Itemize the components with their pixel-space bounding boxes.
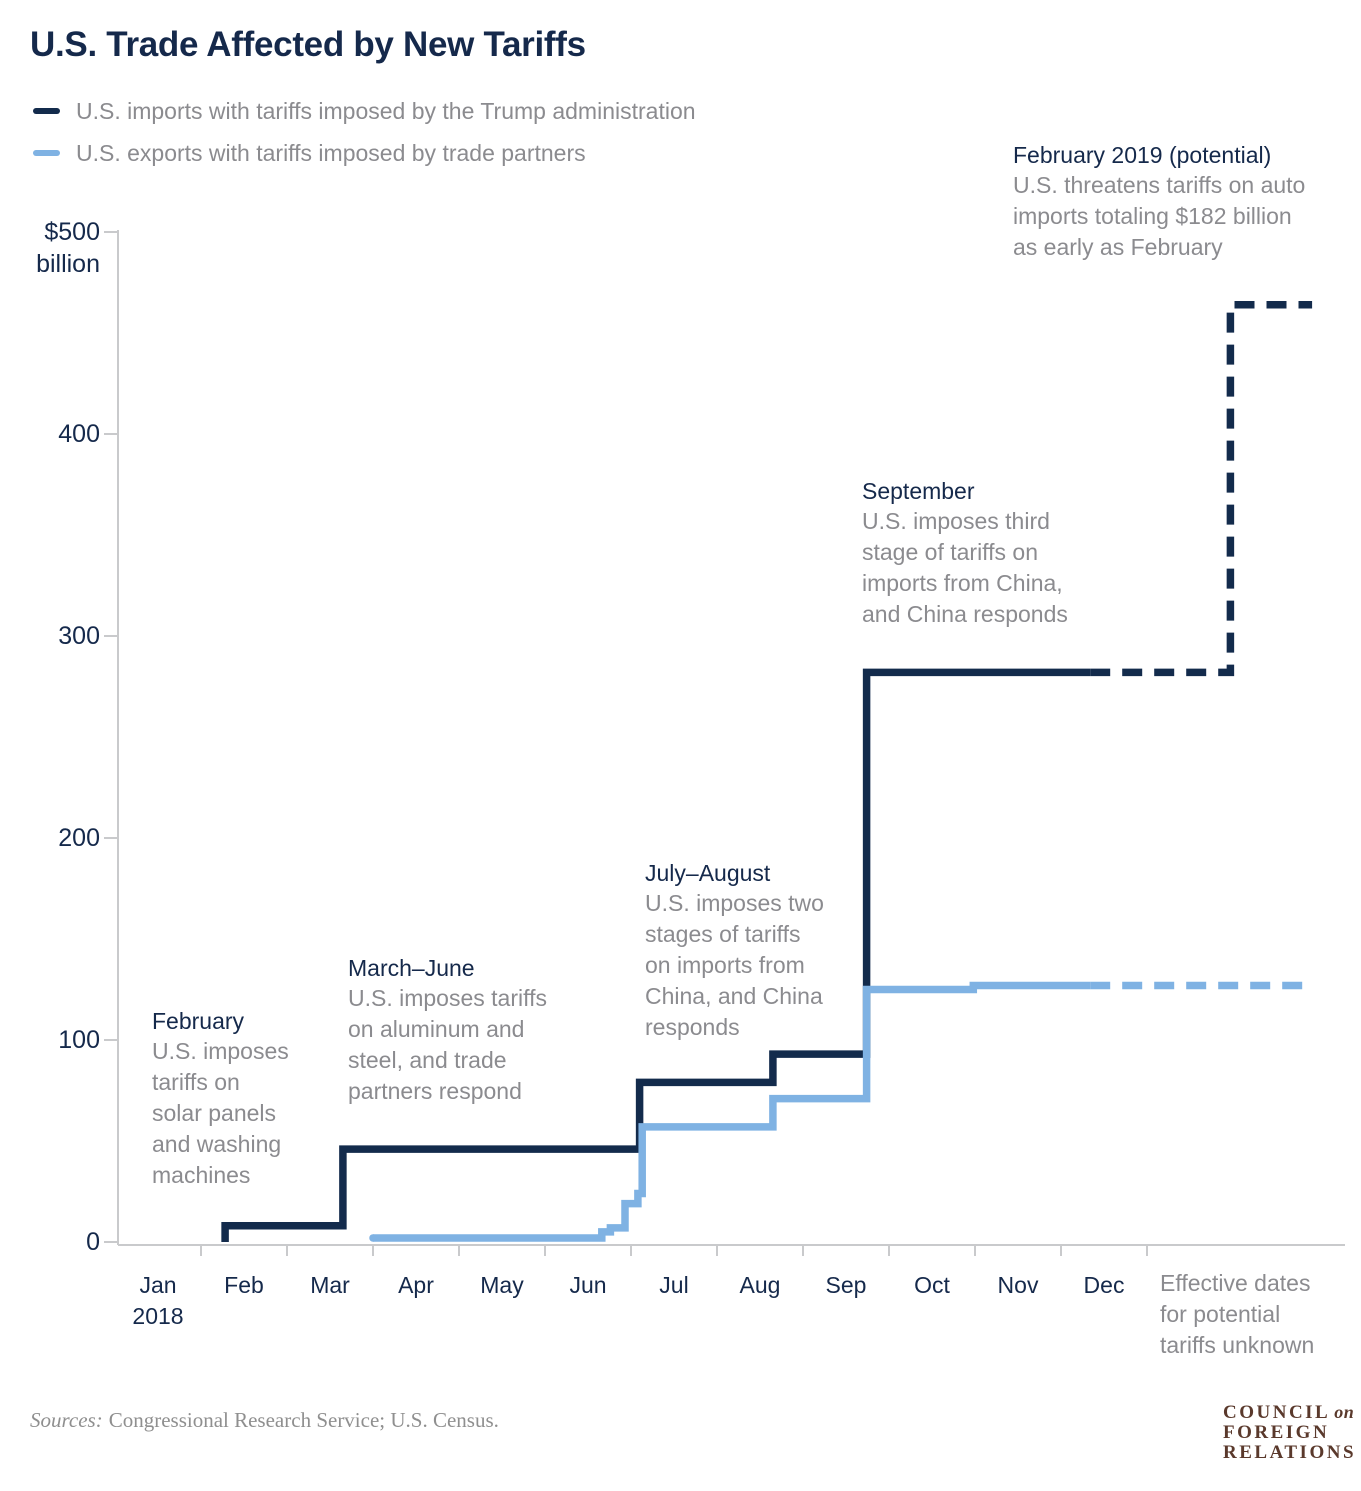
imports-line-swatch-icon <box>33 108 60 114</box>
text-line: responds <box>645 1014 740 1040</box>
page-title: U.S. Trade Affected by New Tariffs <box>30 25 586 64</box>
text-line: on imports from <box>645 952 805 978</box>
annotation-title: July–August <box>645 860 771 886</box>
text-line: U.S. imposes tariffs <box>348 985 547 1011</box>
y-axis-label-300: 300 <box>58 622 100 650</box>
x-axis-label-oct: Oct <box>914 1272 950 1298</box>
x-axis-label-jun: Jun <box>569 1272 607 1298</box>
y-axis-label-100: 100 <box>58 1026 100 1054</box>
sources-note <box>30 1408 499 1433</box>
text-line: and China responds <box>862 601 1068 627</box>
annotation-title: February <box>152 1008 245 1034</box>
exports-line-swatch-icon <box>33 150 60 156</box>
text-line: as early as February <box>1013 234 1223 260</box>
text-line: imports from China, <box>862 570 1063 596</box>
text-line: and washing <box>152 1131 282 1157</box>
y-axis-label-400: 400 <box>58 420 100 448</box>
x-axis-label-dec: Dec <box>1083 1272 1125 1298</box>
x-axis-label-apr: Apr <box>398 1272 434 1298</box>
x-axis-label-feb: Feb <box>224 1272 264 1298</box>
sources-prefix: Sources: <box>30 1408 103 1432</box>
logo-line-2: FOREIGN <box>1223 1422 1330 1443</box>
annotation-body <box>1013 170 1305 263</box>
legend-label: U.S. imports with tariffs imposed by the Trump administration <box>76 97 696 124</box>
imports-line-dashed <box>1090 305 1312 673</box>
annotation-february <box>152 1006 289 1191</box>
annotation-body <box>862 506 1068 630</box>
x-axis-label-nov: Nov <box>997 1272 1039 1298</box>
y-axis-label-500: $500 billion <box>18 216 100 280</box>
annotation-september <box>862 476 1068 630</box>
annotation-february-2019 <box>1013 140 1305 263</box>
text-line: China, and China <box>645 983 823 1009</box>
legend <box>33 90 696 174</box>
x-axis-label-mar: Mar <box>310 1272 350 1298</box>
text-line: U.S. imposes <box>152 1038 289 1064</box>
x-axis-year-label: 2018 <box>132 1303 184 1329</box>
text-line: stage of tariffs on <box>862 539 1039 565</box>
y-axis-unit-label: billion <box>36 250 100 278</box>
text-line: tariffs on <box>152 1069 240 1095</box>
x-axis-end-note <box>1160 1268 1314 1361</box>
annotation-body <box>152 1036 289 1191</box>
annotation-title: March–June <box>348 955 475 981</box>
text-line: Effective dates <box>1160 1270 1311 1296</box>
text-line: U.S. imposes two <box>645 890 824 916</box>
logo-line-3: RELATIONS <box>1223 1442 1357 1463</box>
exports-line-start-cap <box>369 1234 377 1242</box>
x-axis-label-jul: Jul <box>659 1272 689 1298</box>
text-line: tariffs unknown <box>1160 1332 1315 1358</box>
cfr-logo <box>1223 1402 1356 1463</box>
text-line: stages of tariffs <box>645 921 801 947</box>
legend-item-exports <box>33 132 696 174</box>
x-axis-label-jan: Jan <box>139 1272 177 1298</box>
text-line: U.S. imposes third <box>862 508 1050 534</box>
annotation-body <box>645 888 824 1043</box>
y-axis-label-0: 0 <box>86 1228 100 1256</box>
x-axis-label-aug: Aug <box>739 1272 781 1298</box>
x-axis-label-sep: Sep <box>825 1272 867 1298</box>
x-axis-label-may: May <box>480 1272 524 1298</box>
annotation-body <box>348 983 547 1107</box>
y-axis-label-200: 200 <box>58 824 100 852</box>
annotation-title: February 2019 (potential) <box>1013 142 1272 168</box>
text-line: on aluminum and <box>348 1016 525 1042</box>
legend-label: U.S. exports with tariffs imposed by trade partners <box>76 139 586 166</box>
sources-text: Congressional Research Service; U.S. Census. <box>108 1408 499 1432</box>
annotation-march-june <box>348 953 547 1107</box>
text-line: steel, and trade <box>348 1047 507 1073</box>
annotation-july-august <box>645 858 824 1043</box>
text-line: machines <box>152 1162 251 1188</box>
text-line: for potential <box>1160 1301 1281 1327</box>
legend-item-imports <box>33 90 696 132</box>
text-line: solar panels <box>152 1100 277 1126</box>
text-line: U.S. threatens tariffs on auto <box>1013 172 1306 198</box>
annotation-title: September <box>862 478 975 504</box>
text-line: imports totaling $182 billion <box>1013 203 1292 229</box>
logo-line-1: COUNCIL on <box>1223 1402 1355 1423</box>
text-line: partners respond <box>348 1078 522 1104</box>
